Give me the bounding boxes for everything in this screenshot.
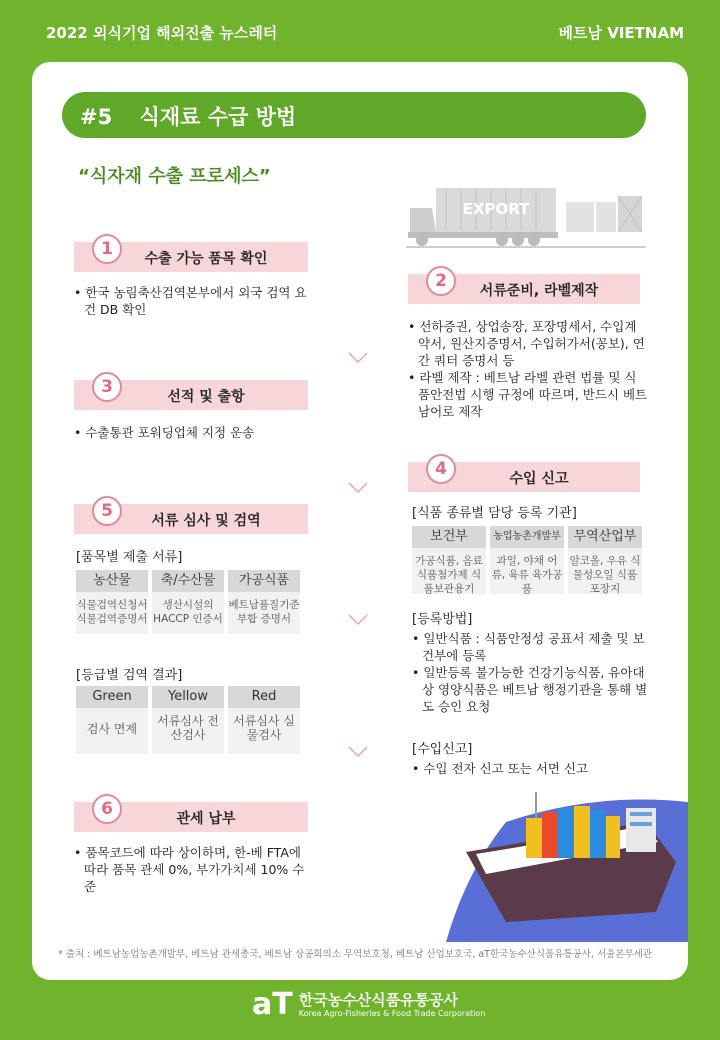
chevron-down-icon <box>348 614 368 626</box>
step-6-bullets <box>74 844 314 895</box>
step-2-bullet: • 선하증권, 상업송장, 포장명세서, 수입계약서, 원산지증명서, 수입허가서(꽁보), 연간 쿼터 증명서 등 <box>408 319 645 368</box>
step-4-number: 4 <box>426 454 456 484</box>
export-truck-illustration <box>406 182 646 252</box>
import-bullet: • 수입 전자 신고 또는 서면 신고 <box>412 761 589 776</box>
top-bar <box>0 0 720 60</box>
agency-col <box>568 526 642 594</box>
step-6-number: 6 <box>92 794 122 824</box>
grade-head: Red <box>228 686 300 708</box>
step-3-number: 3 <box>92 372 122 402</box>
grade-table <box>76 686 300 754</box>
step-1-number: 1 <box>92 234 122 264</box>
agency-body: 알코올, 우유 식물성오일 식품포장지 <box>568 548 642 594</box>
agency-col <box>412 526 486 594</box>
grade-col <box>76 686 148 754</box>
import-bullets <box>412 760 652 777</box>
step-1-title: 수출 가능 품목 확인 <box>144 251 268 267</box>
org-name-ko: 한국농수산식품유통공사 <box>298 990 459 1009</box>
org-name-en: Korea Agro-Fisheries & Food Trade Corporation <box>298 1008 486 1018</box>
agency-table <box>412 526 642 594</box>
method-bullet: • 일반등록 불가능한 건강기능식품, 유아대상 영양식품은 베트남 행정기관을 통해 별도 승인 요청 <box>412 665 648 714</box>
grade-body: 검사 면제 <box>76 708 148 754</box>
step-4-header <box>408 459 640 492</box>
agency-body: 과일, 야채 어류, 육류 육가공품 <box>490 548 564 594</box>
step-5-number: 5 <box>92 496 122 526</box>
grade-body: 서류심사 전산검사 <box>152 708 224 754</box>
newsletter-title: 2022 외식기업 해외진출 뉴스레터 <box>46 24 278 42</box>
chevron-down-icon <box>348 352 368 364</box>
method-label: [등록방법] <box>412 612 473 627</box>
step-2-header <box>408 271 640 304</box>
step-2-bullets <box>408 318 648 420</box>
source-footnote: * 출처 : 베트남농업농촌개발부, 베트남 관세총국, 베트남 상공회의소 무역보호청, 베트남 산업보호국, aT한국농수산식품유통공사, 서울본부세관 <box>58 949 653 960</box>
agency-head: 보건부 <box>412 526 486 548</box>
section-number: #5 <box>80 105 113 129</box>
step-6-title: 관세 납부 <box>176 811 236 827</box>
method-bullets <box>412 630 652 715</box>
agency-head: 무역산업부 <box>568 526 642 548</box>
doc-table <box>76 570 300 634</box>
method-bullet: • 일반식품 : 식품안정성 공표서 제출 및 보건부에 등록 <box>412 631 645 663</box>
grade-body: 서류심사 실물검사 <box>228 708 300 754</box>
process-subtitle: “식자재 수출 프로세스” <box>78 166 271 187</box>
step-2-title: 서류준비, 라벨제작 <box>479 283 599 299</box>
section-title: 식재료 수급 방법 <box>139 105 297 129</box>
doc-col <box>228 570 300 634</box>
import-label: [수입신고] <box>412 742 473 757</box>
doc-label: [품목별 제출 서류] <box>76 550 183 565</box>
doc-head: 가공식품 <box>228 570 300 592</box>
content-card <box>32 62 688 980</box>
step-5-header <box>74 501 308 534</box>
grade-head: Green <box>76 686 148 708</box>
at-logo <box>252 987 486 1022</box>
doc-col <box>152 570 224 634</box>
section-title-bar <box>62 92 646 138</box>
doc-body: 식물검역신청서 식물검역증명서 <box>76 592 148 634</box>
step-1-bullets <box>74 284 310 318</box>
step-4-title: 수입 신고 <box>509 471 569 487</box>
cargo-ship-illustration <box>446 782 688 942</box>
step-1-header <box>74 239 308 272</box>
grade-label: [등급별 검역 결과] <box>76 668 183 683</box>
step-3-title: 선적 및 출항 <box>167 389 245 405</box>
doc-body: 생산시설의 HACCP 인증서 <box>152 592 224 634</box>
step-6-bullet: • 품목코드에 따라 상이하며, 한-베 FTA에 따라 품목 관세 0%, 부가가치세 10% 수준 <box>74 845 305 894</box>
truck-export-text: EXPORT <box>462 200 530 218</box>
grade-col <box>228 686 300 754</box>
step-2-number: 2 <box>426 266 456 296</box>
grade-head: Yellow <box>152 686 224 708</box>
agency-head: 농업농촌개발부 <box>490 526 564 548</box>
agency-col <box>490 526 564 594</box>
agency-body: 가공식품, 음료 식품첨가제 식품보관용기 <box>412 548 486 594</box>
doc-body: 베트남품질기준 부합 증명서 <box>228 592 300 634</box>
logo-text <box>299 992 486 1019</box>
country-label: 베트남 VIETNAM <box>558 24 684 42</box>
step-5-title: 서류 심사 및 검역 <box>151 513 261 529</box>
chevron-down-icon <box>348 746 368 758</box>
step-3-bullets <box>74 424 310 441</box>
doc-head: 축/수산물 <box>152 570 224 592</box>
step-1-bullet: • 한국 농림축산검역본부에서 외국 검역 요건 DB 확인 <box>74 285 307 317</box>
agency-label: [식품 종류별 담당 등록 기관] <box>412 506 577 521</box>
at-logo-mark: aT <box>252 987 293 1022</box>
step-2-bullet: • 라벨 제작 : 베트남 라벨 관련 법률 및 식품안전법 시행 규정에 따르며, 반드시 베트남어로 제작 <box>408 370 648 419</box>
grade-col <box>152 686 224 754</box>
step-3-bullet: • 수출통관 포워딩업체 지정 운송 <box>74 425 255 440</box>
doc-head: 농산물 <box>76 570 148 592</box>
doc-col <box>76 570 148 634</box>
step-6-header <box>74 799 308 832</box>
step-3-header <box>74 377 308 410</box>
chevron-down-icon <box>348 482 368 494</box>
